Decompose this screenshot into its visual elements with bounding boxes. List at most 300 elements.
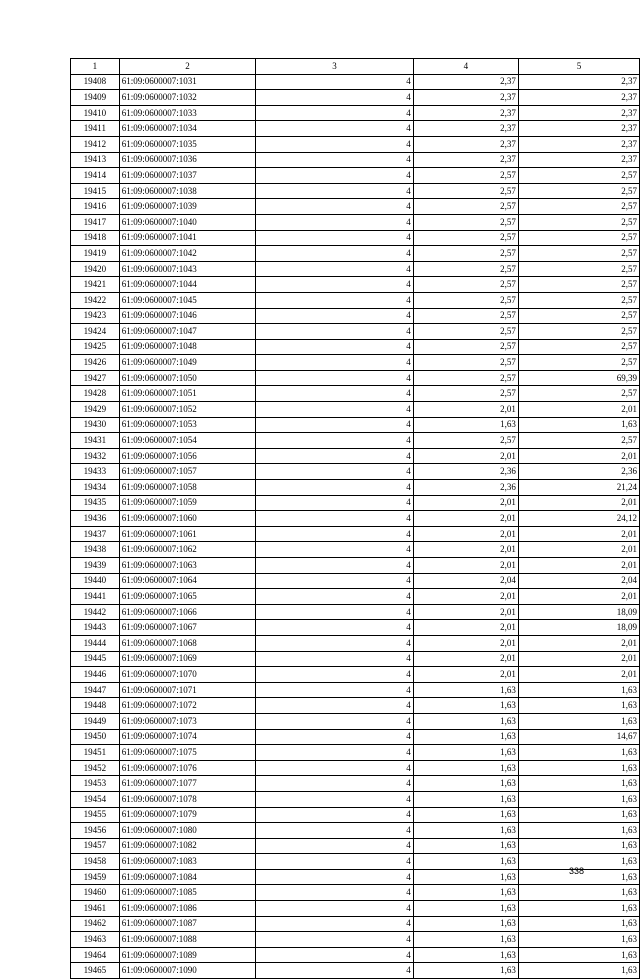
table-cell-col-2: 61:09:0600007:1077	[119, 776, 255, 792]
table-row	[71, 542, 640, 558]
table-cell-col-1: 19440	[71, 573, 120, 589]
table-cell-col-5: 1,63	[518, 417, 639, 433]
table-cell-col-2: 61:09:0600007:1039	[119, 199, 255, 215]
table-cell-col-2: 61:09:0600007:1059	[119, 495, 255, 511]
table-cell-col-2: 61:09:0600007:1080	[119, 823, 255, 839]
table-cell-col-3: 4	[256, 729, 414, 745]
header-col-4: 4	[413, 59, 518, 75]
table-cell-col-3: 4	[256, 807, 414, 823]
table-cell-col-5: 2,37	[518, 136, 639, 152]
table-cell-col-2: 61:09:0600007:1065	[119, 589, 255, 605]
table-cell-col-2: 61:09:0600007:1089	[119, 947, 255, 963]
table-cell-col-5: 2,57	[518, 199, 639, 215]
table-cell-col-4: 2,37	[413, 121, 518, 137]
table-cell-col-2: 61:09:0600007:1035	[119, 136, 255, 152]
table-cell-col-5: 2,01	[518, 495, 639, 511]
table-cell-col-1: 19444	[71, 635, 120, 651]
table-cell-col-2: 61:09:0600007:1041	[119, 230, 255, 246]
table-cell-col-5: 2,01	[518, 635, 639, 651]
table-cell-col-1: 19434	[71, 480, 120, 496]
table-cell-col-2: 61:09:0600007:1037	[119, 168, 255, 184]
header-col-5: 5	[518, 59, 639, 75]
table-cell-col-3: 4	[256, 901, 414, 917]
table-cell-col-2: 61:09:0600007:1070	[119, 667, 255, 683]
table-cell-col-1: 19417	[71, 214, 120, 230]
table-cell-col-5: 69,39	[518, 370, 639, 386]
table-cell-col-2: 61:09:0600007:1068	[119, 635, 255, 651]
table-cell-col-4: 2,57	[413, 277, 518, 293]
table-cell-col-1: 19461	[71, 901, 120, 917]
table-cell-col-3: 4	[256, 932, 414, 948]
table-row	[71, 713, 640, 729]
table-cell-col-4: 2,01	[413, 526, 518, 542]
table-row	[71, 729, 640, 745]
table-cell-col-5: 1,63	[518, 698, 639, 714]
table-cell-col-1: 19448	[71, 698, 120, 714]
table-cell-col-5: 2,01	[518, 589, 639, 605]
table-cell-col-3: 4	[256, 448, 414, 464]
table-cell-col-5: 2,57	[518, 246, 639, 262]
table-cell-col-4: 2,37	[413, 90, 518, 106]
table-row	[71, 339, 640, 355]
table-cell-col-5: 2,01	[518, 667, 639, 683]
table-row	[71, 698, 640, 714]
table-cell-col-4: 2,57	[413, 230, 518, 246]
table-row	[71, 682, 640, 698]
table-cell-col-4: 2,01	[413, 604, 518, 620]
table-row	[71, 230, 640, 246]
table-row	[71, 152, 640, 168]
table-cell-col-2: 61:09:0600007:1043	[119, 261, 255, 277]
table-cell-col-1: 19423	[71, 308, 120, 324]
table-cell-col-5: 2,01	[518, 526, 639, 542]
table-cell-col-2: 61:09:0600007:1042	[119, 246, 255, 262]
page-number: 338	[568, 866, 584, 876]
table-cell-col-4: 2,01	[413, 589, 518, 605]
table-row	[71, 620, 640, 636]
table-cell-col-2: 61:09:0600007:1046	[119, 308, 255, 324]
table-cell-col-2: 61:09:0600007:1036	[119, 152, 255, 168]
table-cell-col-2: 61:09:0600007:1085	[119, 885, 255, 901]
table-cell-col-2: 61:09:0600007:1071	[119, 682, 255, 698]
table-row	[71, 448, 640, 464]
table-cell-col-4: 2,57	[413, 292, 518, 308]
table-cell-col-2: 61:09:0600007:1061	[119, 526, 255, 542]
table-row	[71, 651, 640, 667]
table-cell-col-2: 61:09:0600007:1064	[119, 573, 255, 589]
table-cell-col-1: 19422	[71, 292, 120, 308]
table-cell-col-3: 4	[256, 292, 414, 308]
table-cell-col-2: 61:09:0600007:1075	[119, 745, 255, 761]
table-cell-col-3: 4	[256, 823, 414, 839]
table-cell-col-3: 4	[256, 526, 414, 542]
table-row	[71, 760, 640, 776]
table-cell-col-4: 2,01	[413, 402, 518, 418]
table-cell-col-4: 1,63	[413, 760, 518, 776]
table-row	[71, 90, 640, 106]
table-cell-col-3: 4	[256, 168, 414, 184]
table-cell-col-1: 19464	[71, 947, 120, 963]
table-cell-col-2: 61:09:0600007:1050	[119, 370, 255, 386]
table-cell-col-2: 61:09:0600007:1073	[119, 713, 255, 729]
table-cell-col-1: 19424	[71, 324, 120, 340]
table-row	[71, 308, 640, 324]
table-cell-col-1: 19430	[71, 417, 120, 433]
table-cell-col-1: 19428	[71, 386, 120, 402]
table-cell-col-2: 61:09:0600007:1078	[119, 791, 255, 807]
table-row	[71, 916, 640, 932]
table-cell-col-1: 19412	[71, 136, 120, 152]
table-cell-col-2: 61:09:0600007:1054	[119, 433, 255, 449]
table-cell-col-1: 19425	[71, 339, 120, 355]
table-cell-col-4: 1,63	[413, 963, 518, 979]
table-cell-col-1: 19462	[71, 916, 120, 932]
table-cell-col-3: 4	[256, 121, 414, 137]
table-cell-col-1: 19458	[71, 854, 120, 870]
table-cell-col-2: 61:09:0600007:1090	[119, 963, 255, 979]
table-cell-col-5: 2,37	[518, 121, 639, 137]
table-cell-col-4: 1,63	[413, 791, 518, 807]
table-cell-col-3: 4	[256, 402, 414, 418]
table-cell-col-2: 61:09:0600007:1040	[119, 214, 255, 230]
table-cell-col-5: 2,57	[518, 183, 639, 199]
table-cell-col-4: 2,01	[413, 542, 518, 558]
table-cell-col-5: 2,57	[518, 230, 639, 246]
table-cell-col-2: 61:09:0600007:1058	[119, 480, 255, 496]
table-cell-col-5: 2,57	[518, 433, 639, 449]
table-cell-col-2: 61:09:0600007:1034	[119, 121, 255, 137]
table-cell-col-3: 4	[256, 464, 414, 480]
table-cell-col-4: 1,63	[413, 807, 518, 823]
table-row	[71, 417, 640, 433]
table-cell-col-5: 2,04	[518, 573, 639, 589]
table-cell-col-1: 19438	[71, 542, 120, 558]
table-cell-col-2: 61:09:0600007:1084	[119, 869, 255, 885]
table-cell-col-2: 61:09:0600007:1056	[119, 448, 255, 464]
table-cell-col-3: 4	[256, 869, 414, 885]
table-row	[71, 214, 640, 230]
table-cell-col-4: 2,57	[413, 214, 518, 230]
table-cell-col-1: 19419	[71, 246, 120, 262]
header-row	[71, 59, 640, 75]
table-cell-col-3: 4	[256, 776, 414, 792]
header-col-1: 1	[71, 59, 120, 75]
data-table	[70, 58, 640, 979]
table-cell-col-1: 19408	[71, 74, 120, 90]
table-cell-col-1: 19454	[71, 791, 120, 807]
table-cell-col-5: 24,12	[518, 511, 639, 527]
table-row	[71, 947, 640, 963]
table-row	[71, 277, 640, 293]
table-cell-col-4: 1,63	[413, 916, 518, 932]
table-cell-col-3: 4	[256, 261, 414, 277]
table-cell-col-3: 4	[256, 745, 414, 761]
table-cell-col-2: 61:09:0600007:1082	[119, 838, 255, 854]
table-cell-col-3: 4	[256, 698, 414, 714]
table-cell-col-4: 1,63	[413, 869, 518, 885]
table-row	[71, 776, 640, 792]
table-cell-col-2: 61:09:0600007:1031	[119, 74, 255, 90]
table-row	[71, 183, 640, 199]
table-row	[71, 963, 640, 979]
table-cell-col-4: 1,63	[413, 745, 518, 761]
table-cell-col-3: 4	[256, 604, 414, 620]
table-cell-col-1: 19443	[71, 620, 120, 636]
table-row	[71, 355, 640, 371]
table-cell-col-1: 19449	[71, 713, 120, 729]
table-row	[71, 402, 640, 418]
table-row	[71, 136, 640, 152]
table-cell-col-2: 61:09:0600007:1048	[119, 339, 255, 355]
table-cell-col-3: 4	[256, 542, 414, 558]
table-cell-col-3: 4	[256, 885, 414, 901]
table-cell-col-4: 2,57	[413, 324, 518, 340]
table-cell-col-3: 4	[256, 558, 414, 574]
table-row	[71, 495, 640, 511]
table-cell-col-3: 4	[256, 74, 414, 90]
table-row	[71, 246, 640, 262]
table-cell-col-4: 2,04	[413, 573, 518, 589]
table-row	[71, 791, 640, 807]
table-cell-col-4: 1,63	[413, 932, 518, 948]
table-row	[71, 74, 640, 90]
table-cell-col-1: 19416	[71, 199, 120, 215]
table-cell-col-1: 19455	[71, 807, 120, 823]
table-cell-col-5: 1,63	[518, 745, 639, 761]
table-cell-col-1: 19465	[71, 963, 120, 979]
table-row	[71, 589, 640, 605]
table-cell-col-1: 19432	[71, 448, 120, 464]
table-cell-col-1: 19450	[71, 729, 120, 745]
table-row	[71, 885, 640, 901]
table-cell-col-5: 2,37	[518, 90, 639, 106]
table-row	[71, 292, 640, 308]
table-cell-col-5: 1,63	[518, 838, 639, 854]
table-cell-col-4: 2,57	[413, 370, 518, 386]
table-cell-col-4: 1,63	[413, 776, 518, 792]
table-cell-col-1: 19456	[71, 823, 120, 839]
table-cell-col-5: 2,57	[518, 308, 639, 324]
table-cell-col-5: 1,63	[518, 713, 639, 729]
table-cell-col-4: 2,57	[413, 355, 518, 371]
table-row	[71, 480, 640, 496]
table-row	[71, 838, 640, 854]
table-cell-col-2: 61:09:0600007:1045	[119, 292, 255, 308]
table-cell-col-4: 2,37	[413, 136, 518, 152]
table-cell-col-4: 2,01	[413, 558, 518, 574]
table-row	[71, 745, 640, 761]
table-cell-col-3: 4	[256, 791, 414, 807]
table-cell-col-2: 61:09:0600007:1057	[119, 464, 255, 480]
table-row	[71, 386, 640, 402]
table-row	[71, 573, 640, 589]
table-cell-col-3: 4	[256, 838, 414, 854]
table-row	[71, 635, 640, 651]
table-cell-col-5: 1,63	[518, 947, 639, 963]
table-cell-col-5: 18,09	[518, 620, 639, 636]
table-cell-col-3: 4	[256, 277, 414, 293]
table-cell-col-1: 19431	[71, 433, 120, 449]
table-cell-col-5: 2,37	[518, 74, 639, 90]
table-cell-col-3: 4	[256, 760, 414, 776]
table-cell-col-5: 2,57	[518, 261, 639, 277]
table-cell-col-1: 19426	[71, 355, 120, 371]
table-cell-col-5: 1,63	[518, 760, 639, 776]
table-cell-col-5: 21,24	[518, 480, 639, 496]
table-cell-col-3: 4	[256, 199, 414, 215]
table-cell-col-3: 4	[256, 230, 414, 246]
table-cell-col-4: 1,63	[413, 947, 518, 963]
table-cell-col-4: 1,63	[413, 901, 518, 917]
table-cell-col-2: 61:09:0600007:1032	[119, 90, 255, 106]
table-row	[71, 168, 640, 184]
table-cell-col-2: 61:09:0600007:1083	[119, 854, 255, 870]
table-cell-col-5: 2,57	[518, 339, 639, 355]
table-cell-col-2: 61:09:0600007:1044	[119, 277, 255, 293]
table-row	[71, 604, 640, 620]
table-cell-col-4: 1,63	[413, 713, 518, 729]
table-cell-col-3: 4	[256, 854, 414, 870]
table-cell-col-2: 61:09:0600007:1088	[119, 932, 255, 948]
table-cell-col-1: 19463	[71, 932, 120, 948]
table-cell-col-1: 19413	[71, 152, 120, 168]
table-cell-col-3: 4	[256, 573, 414, 589]
table-cell-col-1: 19445	[71, 651, 120, 667]
table-cell-col-1: 19446	[71, 667, 120, 683]
table-cell-col-3: 4	[256, 136, 414, 152]
table-cell-col-3: 4	[256, 620, 414, 636]
table-cell-col-3: 4	[256, 667, 414, 683]
table-cell-col-1: 19452	[71, 760, 120, 776]
table-cell-col-3: 4	[256, 916, 414, 932]
table-cell-col-4: 2,01	[413, 448, 518, 464]
table-cell-col-3: 4	[256, 339, 414, 355]
table-cell-col-4: 2,37	[413, 152, 518, 168]
table-cell-col-3: 4	[256, 433, 414, 449]
table-cell-col-3: 4	[256, 386, 414, 402]
table-cell-col-2: 61:09:0600007:1051	[119, 386, 255, 402]
table-cell-col-1: 19439	[71, 558, 120, 574]
table-cell-col-3: 4	[256, 355, 414, 371]
table-cell-col-2: 61:09:0600007:1062	[119, 542, 255, 558]
table-cell-col-3: 4	[256, 370, 414, 386]
table-cell-col-1: 19451	[71, 745, 120, 761]
table-cell-col-2: 61:09:0600007:1033	[119, 105, 255, 121]
table-cell-col-5: 2,37	[518, 152, 639, 168]
table-cell-col-4: 1,63	[413, 682, 518, 698]
table-cell-col-4: 2,01	[413, 495, 518, 511]
table-cell-col-3: 4	[256, 651, 414, 667]
table-cell-col-5: 2,01	[518, 402, 639, 418]
table-cell-col-4: 2,57	[413, 308, 518, 324]
table-row	[71, 558, 640, 574]
table-row	[71, 464, 640, 480]
table-cell-col-4: 2,37	[413, 74, 518, 90]
table-cell-col-1: 19410	[71, 105, 120, 121]
table-row	[71, 324, 640, 340]
table-cell-col-1: 19453	[71, 776, 120, 792]
table-cell-col-5: 2,57	[518, 292, 639, 308]
table-cell-col-3: 4	[256, 963, 414, 979]
table-cell-col-2: 61:09:0600007:1079	[119, 807, 255, 823]
table-cell-col-4: 2,36	[413, 480, 518, 496]
table-cell-col-4: 1,63	[413, 885, 518, 901]
table-cell-col-2: 61:09:0600007:1076	[119, 760, 255, 776]
table-cell-col-5: 2,57	[518, 324, 639, 340]
table-cell-col-3: 4	[256, 589, 414, 605]
table-row	[71, 433, 640, 449]
table-cell-col-3: 4	[256, 152, 414, 168]
table-cell-col-1: 19420	[71, 261, 120, 277]
header-col-3: 3	[256, 59, 414, 75]
table-cell-col-1: 19436	[71, 511, 120, 527]
table-row	[71, 105, 640, 121]
table-cell-col-3: 4	[256, 417, 414, 433]
table-cell-col-3: 4	[256, 480, 414, 496]
table-cell-col-5: 2,57	[518, 386, 639, 402]
table-cell-col-5: 2,01	[518, 542, 639, 558]
table-cell-col-5: 1,63	[518, 963, 639, 979]
table-cell-col-1: 19411	[71, 121, 120, 137]
table-cell-col-2: 61:09:0600007:1052	[119, 402, 255, 418]
table-cell-col-2: 61:09:0600007:1072	[119, 698, 255, 714]
table-cell-col-4: 1,63	[413, 417, 518, 433]
table-cell-col-5: 1,63	[518, 901, 639, 917]
table-cell-col-4: 1,63	[413, 729, 518, 745]
table-cell-col-4: 2,57	[413, 386, 518, 402]
table-header	[71, 59, 640, 75]
table-cell-col-5: 2,57	[518, 277, 639, 293]
header-col-2: 2	[119, 59, 255, 75]
table-cell-col-5: 1,63	[518, 776, 639, 792]
table-row	[71, 370, 640, 386]
table-row	[71, 121, 640, 137]
table-row	[71, 823, 640, 839]
table-cell-col-1: 19433	[71, 464, 120, 480]
table-cell-col-2: 61:09:0600007:1060	[119, 511, 255, 527]
table-cell-col-5: 2,01	[518, 448, 639, 464]
table-cell-col-3: 4	[256, 308, 414, 324]
table-cell-col-3: 4	[256, 105, 414, 121]
table-cell-col-3: 4	[256, 214, 414, 230]
table-cell-col-4: 2,57	[413, 261, 518, 277]
table-row	[71, 526, 640, 542]
table-cell-col-5: 1,63	[518, 885, 639, 901]
table-cell-col-5: 14,67	[518, 729, 639, 745]
table-cell-col-2: 61:09:0600007:1066	[119, 604, 255, 620]
table-cell-col-3: 4	[256, 495, 414, 511]
table-cell-col-5: 2,01	[518, 651, 639, 667]
table-cell-col-2: 61:09:0600007:1069	[119, 651, 255, 667]
table-cell-col-5: 2,57	[518, 168, 639, 184]
table-cell-col-2: 61:09:0600007:1049	[119, 355, 255, 371]
table-cell-col-5: 1,63	[518, 869, 639, 885]
table-cell-col-2: 61:09:0600007:1053	[119, 417, 255, 433]
table-cell-col-2: 61:09:0600007:1087	[119, 916, 255, 932]
table-cell-col-3: 4	[256, 246, 414, 262]
table-cell-col-5: 2,37	[518, 105, 639, 121]
table-cell-col-5: 1,63	[518, 682, 639, 698]
table-cell-col-5: 1,63	[518, 854, 639, 870]
table-cell-col-2: 61:09:0600007:1038	[119, 183, 255, 199]
table-cell-col-4: 2,57	[413, 433, 518, 449]
table-cell-col-4: 2,57	[413, 168, 518, 184]
table-cell-col-5: 18,09	[518, 604, 639, 620]
table-cell-col-1: 19427	[71, 370, 120, 386]
table-cell-col-4: 2,57	[413, 199, 518, 215]
table-cell-col-4: 2,57	[413, 183, 518, 199]
table-row	[71, 261, 640, 277]
